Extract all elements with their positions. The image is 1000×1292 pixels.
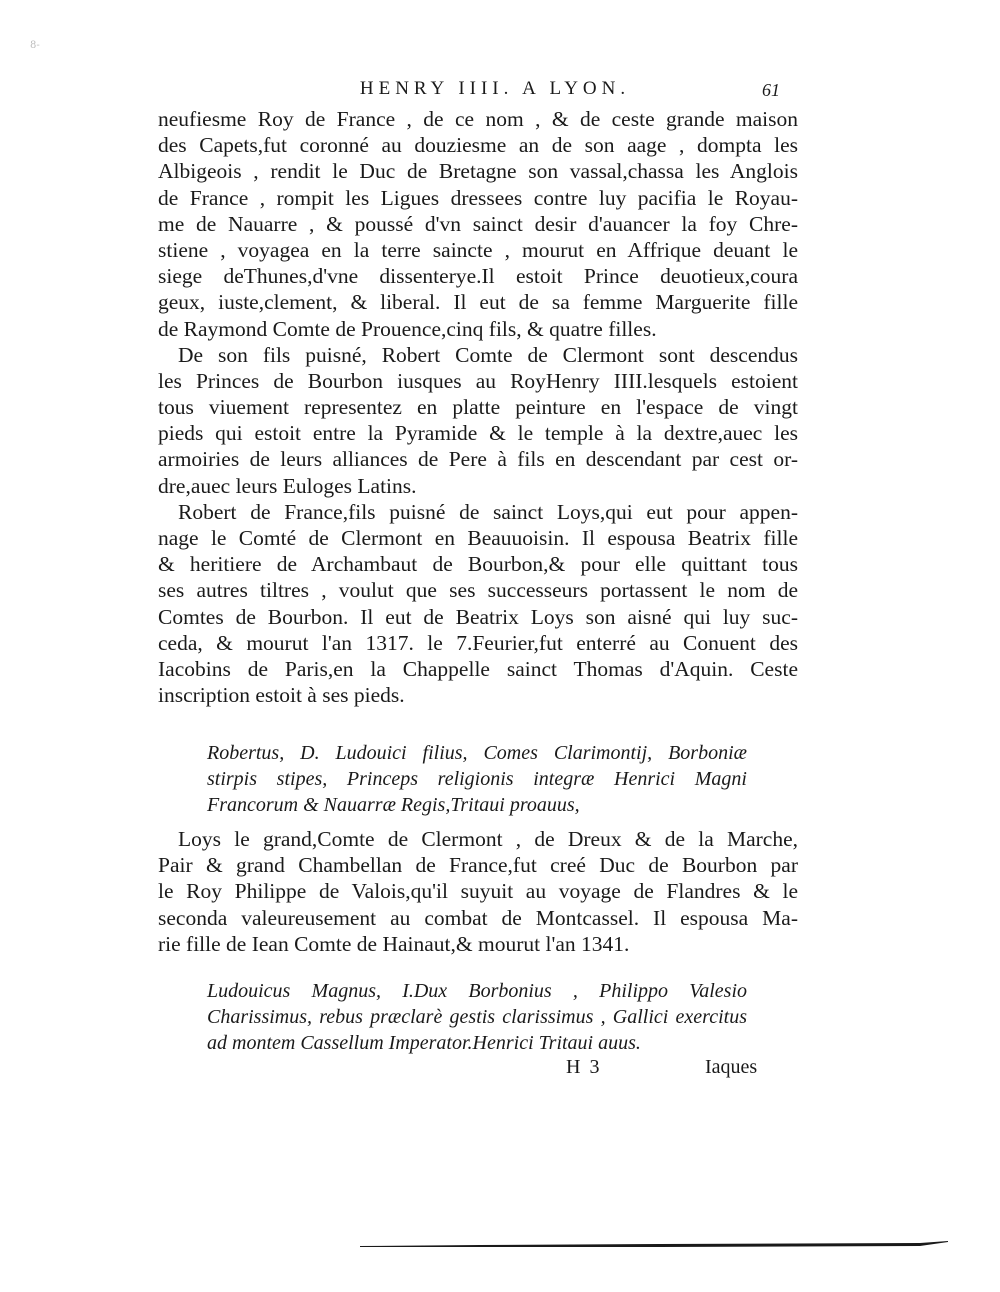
text-line: nage le Comté de Clermont en Beauuoisin. Il espousa Beatrix fille [158, 526, 798, 550]
text-line: stiene , voyagea en la terre saincte , mourut en Affrique deuant le [158, 237, 798, 262]
page-number: 61 [762, 80, 780, 100]
inscription-line: Ludouicus Magnus, I.Dux Borbonius , Philippo Valesio [207, 980, 747, 1002]
text-line: Robert de France,fils puisné de sainct Loys,qui eut pour appen- [178, 499, 798, 524]
bottom-rule [360, 1240, 950, 1250]
text-line: rie fille de Iean Comte de Hainaut,& mourut l'an 1341. [158, 931, 630, 956]
text-line: armoiries de leurs alliances de Pere à fils en descendant par cest or- [158, 447, 798, 472]
text-line: seconda valeureusement au combat de Montcassel. Il espousa Ma- [158, 905, 798, 930]
paragraph-2 [158, 342, 798, 499]
running-head: HENRY IIII. A LYON. [359, 78, 631, 99]
text-line: De son fils puisné, Robert Comte de Clermont sont descendus [178, 342, 798, 367]
text-line: Albigeois , rendit le Duc de Bretagne son vassal,chassa les Anglois [158, 159, 798, 184]
text-line: ceda, & mourut l'an 1317. le 7.Feurier,fut enterré au Conuent des [158, 630, 798, 655]
text-line: de France , rompit les Ligues dressees contre luy pacifia le Royau- [158, 185, 798, 210]
text-line: ses autres tiltres , voulut que ses successeurs portassent le nom de [158, 578, 798, 603]
text-line: Comtes de Bourbon. Il eut de Beatrix Loys son aisné qui luy suc- [158, 604, 798, 629]
text-line: Iacobins de Paris,en la Chappelle sainct Thomas d'Aquin. Ceste [158, 656, 798, 681]
text-line: & heritiere de Archambaut de Bourbon,& pour elle quittant tous [158, 552, 798, 577]
page-footer [0, 1056, 1000, 1086]
corner-mark: 8- [30, 40, 40, 51]
text-line: dre,auec leurs Euloges Latins. [158, 473, 417, 498]
inscription-line: Robertus, D. Ludouici filius, Comes Clarimontij, Borboniæ [207, 742, 747, 764]
paragraph-1 [158, 106, 798, 342]
text-line: geux, iuste,clement, & liberal. Il eut de sa femme Marguerite fille [158, 290, 798, 315]
signature-mark: H 3 [566, 1056, 602, 1078]
catchword: Iaques [705, 1056, 758, 1078]
text-line: pieds qui estoit entre la Pyramide & le temple à la dextre,auec les [158, 421, 798, 446]
text-line: Loys le grand,Comte de Clermont , de Dreux & de la Marche, [178, 827, 798, 851]
text-line: inscription estoit à ses pieds. [158, 683, 405, 708]
inscription-line: ad montem Cassellum Imperator.Henrici Tritaui auus. [207, 1032, 641, 1054]
text-line: neufiesme Roy de France , de ce nom , & de ceste grande maison [158, 107, 798, 131]
text-line: siege deThunes,d'vne dissenterye.Il estoit Prince deuotieux,coura [158, 264, 798, 289]
text-line: de Raymond Comte de Prouence,cinq fils, & quatre filles. [158, 316, 657, 341]
inscription-line: Francorum & Nauarræ Regis,Tritaui proauus, [207, 794, 580, 816]
body-text [158, 106, 798, 708]
inscription-line: stirpis stipes, Princeps religionis integræ Henrici Magni [207, 768, 747, 790]
text-line: me de Nauarre , & poussé d'vn sainct desir d'auancer la foy Chre- [158, 211, 798, 236]
text-line: tous viuement representez en platte peinture en l'espace de vingt [158, 395, 798, 420]
latin-inscription-2 [207, 978, 747, 1056]
paragraph-4 [158, 826, 798, 957]
text-line: les Princes de Bourbon iusques au RoyHenry IIII.lesquels estoient [158, 368, 798, 393]
inscription-line: Charissimus, rebus præclarè gestis clarissimus , Gallici exercitus [207, 1006, 747, 1028]
paragraph-3 [158, 499, 798, 709]
text-line: Pair & grand Chambellan de France,fut creé Duc de Bourbon par [158, 853, 798, 878]
text-line: le Roy Philippe de Valois,qu'il suyuit au voyage de Flandres & le [158, 879, 798, 904]
latin-inscription-1 [207, 740, 747, 818]
text-line: des Capets,fut coronné au douziesme an de son aage , dompta les [158, 133, 798, 158]
